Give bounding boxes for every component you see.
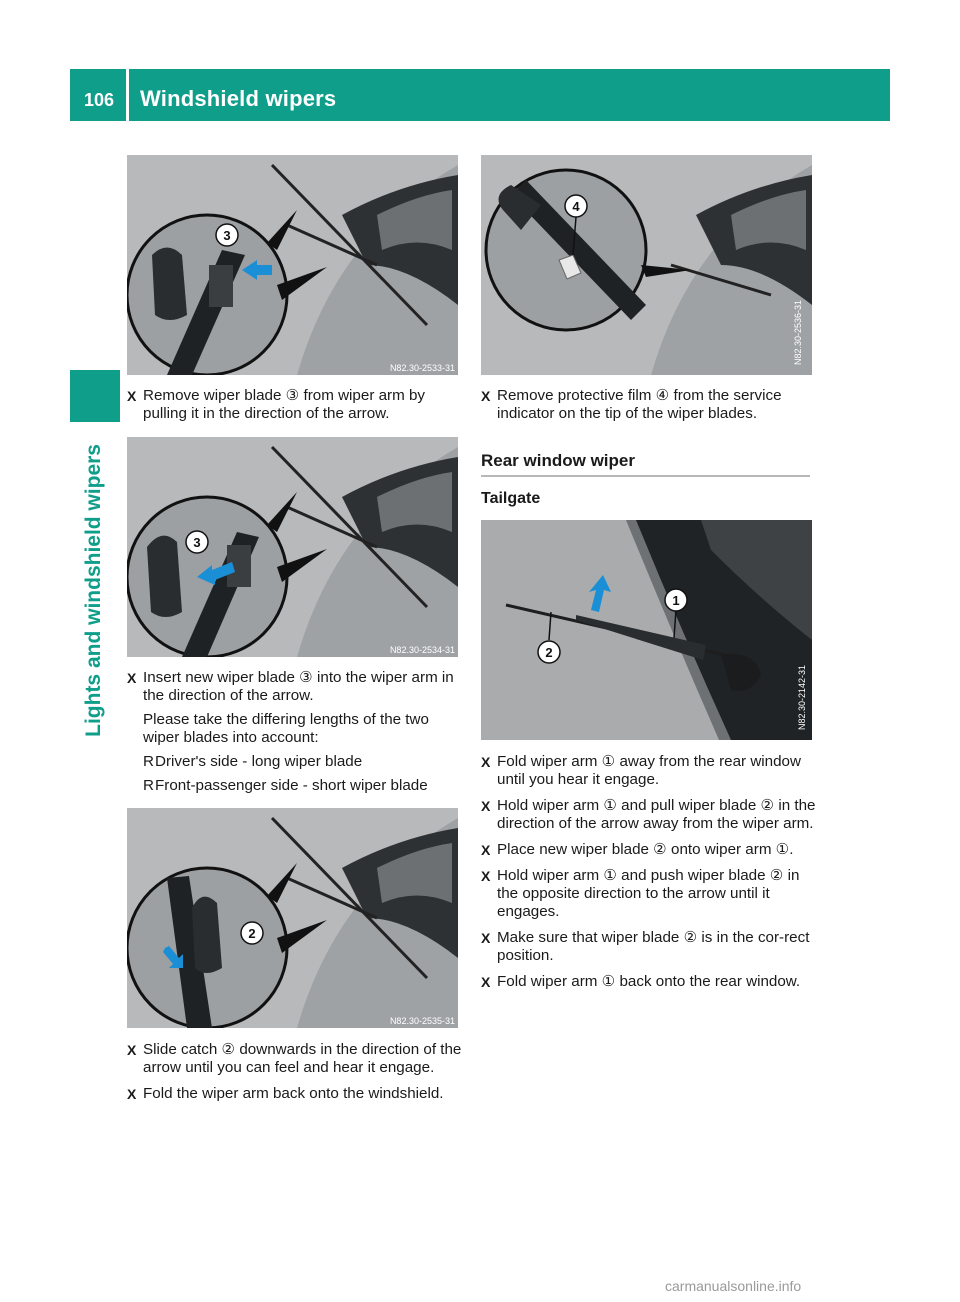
figure-code: N82.30-2142-31: [797, 664, 807, 730]
figure-code: N82.30-2534-31: [389, 645, 455, 655]
watermark: carmanualsonline.info: [665, 1278, 802, 1294]
step-marker: X: [481, 930, 491, 946]
callout-1: 1: [672, 593, 680, 608]
figure-tailgate-wiper-art: [481, 520, 812, 740]
step-item: [481, 841, 816, 859]
page-number: 106: [84, 90, 115, 110]
figure-code: N82.30-2533-31: [389, 363, 455, 373]
bullet-text: Front-passenger side - short wiper blade: [155, 777, 428, 794]
bullet-marker: R: [143, 777, 154, 794]
step-text: Slide catch ② downwards in the direction of the arrow until you can feel and hear it engage.: [143, 1041, 462, 1076]
step-item: [127, 387, 462, 423]
figure-code: N82.30-2535-31: [389, 1016, 455, 1026]
bullet-text: Driver's side - long wiper blade: [155, 753, 363, 770]
step-item: [127, 669, 462, 795]
figure-insert-blade: [127, 437, 458, 657]
step-item: [481, 753, 816, 789]
figure-slide-catch: [127, 808, 458, 1028]
figure-tailgate-wiper: [481, 520, 812, 740]
step-item: [481, 387, 816, 423]
step-text: Fold wiper arm ① back onto the rear window.: [497, 973, 801, 990]
figure-remove-blade: [127, 155, 458, 375]
figure-slide-catch-art: [127, 808, 458, 1028]
step-marker: X: [481, 754, 491, 770]
step-list-remove: [127, 387, 462, 431]
header-divider: [126, 69, 129, 121]
step-text: Place new wiper blade ② onto wiper arm ①.: [497, 841, 794, 858]
step-marker: X: [481, 868, 491, 884]
callout-3: 3: [223, 228, 231, 243]
step-marker: X: [127, 1086, 137, 1102]
step-note: Please take the differing lengths of the two wiper blades into account:: [143, 711, 429, 746]
bullet-item: [143, 753, 462, 771]
heading-rule: [481, 475, 810, 477]
step-text: Remove wiper blade ③ from wiper arm by pulling it in the direction of the arrow.: [143, 387, 426, 422]
step-item: [127, 1085, 462, 1103]
section-title: Windshield wipers: [140, 86, 337, 111]
bullet-marker: R: [143, 753, 154, 770]
figure-protective-film: [481, 155, 812, 375]
step-marker: X: [481, 974, 491, 990]
step-item: [481, 797, 816, 833]
step-item: [481, 973, 816, 991]
step-list-insert: [127, 669, 462, 803]
step-text: Fold wiper arm ① away from the rear window until you hear it engage.: [497, 753, 801, 788]
step-text: Fold the wiper arm back onto the windshield.: [143, 1085, 444, 1102]
figure-remove-blade-art: [127, 155, 458, 375]
step-item: [481, 867, 816, 921]
sidebar-chapter: [72, 444, 122, 774]
step-marker: X: [481, 842, 491, 858]
step-marker: X: [127, 388, 137, 404]
step-text: Hold wiper arm ① and pull wiper blade ② in the direction of the arrow away from the wiper arm.: [497, 797, 816, 832]
step-list-slide: [127, 1041, 462, 1111]
bullet-item: [143, 777, 462, 795]
heading-rear-window-wiper: Rear window wiper: [481, 451, 635, 470]
step-marker: X: [481, 388, 491, 404]
sidebar-chapter-label: Lights and windshield wipers: [82, 444, 105, 737]
step-text: Hold wiper arm ① and push wiper blade ② in the opposite direction to the arrow until it engages.: [497, 867, 800, 920]
callout-3: 3: [193, 535, 201, 550]
callout-4: 4: [572, 199, 580, 214]
figure-protective-film-art: [481, 155, 812, 375]
step-list-film: [481, 387, 816, 431]
figure-insert-blade-art: [127, 437, 458, 657]
callout-2: 2: [248, 926, 256, 941]
subheading-tailgate: Tailgate: [481, 490, 541, 507]
figure-code: N82.30-2536-31: [793, 299, 803, 365]
step-marker: X: [481, 798, 491, 814]
sidebar-tab: [70, 370, 120, 422]
step-list-rear: [481, 753, 816, 999]
callout-2: 2: [545, 645, 553, 660]
step-item: [481, 929, 816, 965]
step-text: Insert new wiper blade ③ into the wiper arm in the direction of the arrow.: [143, 669, 454, 704]
step-marker: X: [127, 670, 137, 686]
step-item: [127, 1041, 462, 1077]
step-marker: X: [127, 1042, 137, 1058]
step-text: Make sure that wiper blade ② is in the cor-rect position.: [497, 929, 810, 964]
step-text: Remove protective film ④ from the service indicator on the tip of the wiper blades.: [497, 387, 782, 422]
